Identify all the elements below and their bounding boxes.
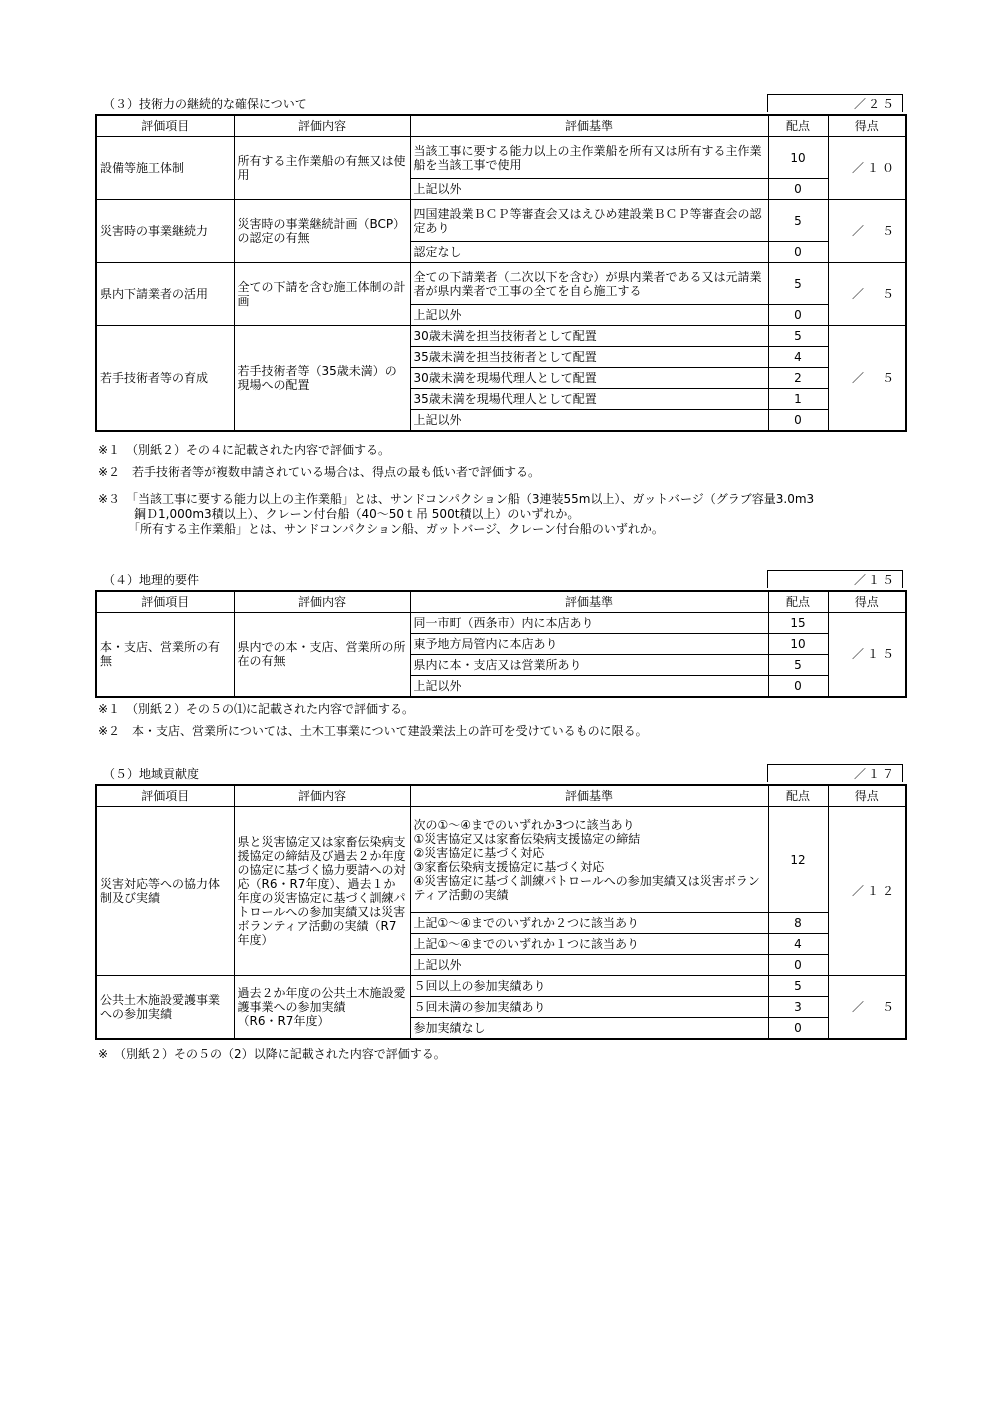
content-cell: 過去２か年度の公共土木施設愛護事業への参加実績 （R6・R7年度） xyxy=(234,976,410,1039)
section-5-total: ／１７ xyxy=(767,764,903,782)
criteria-cell: 上記以外 xyxy=(410,955,768,976)
header-score: 得点 xyxy=(828,785,906,807)
points-cell: 5 xyxy=(768,326,828,347)
section-3 xyxy=(95,94,905,432)
header-content: 評価内容 xyxy=(234,785,410,807)
header-criteria: 評価基準 xyxy=(410,591,768,613)
item-cell: 設備等施工体制 xyxy=(96,137,234,200)
criteria-cell: 30歳未満を担当技術者として配置 xyxy=(410,326,768,347)
header-score: 得点 xyxy=(828,591,906,613)
points-cell: 0 xyxy=(768,305,828,326)
points-cell: 8 xyxy=(768,913,828,934)
criteria-cell: 東予地方局管内に本店あり xyxy=(410,634,768,655)
points-cell: 0 xyxy=(768,676,828,697)
points-cell: 0 xyxy=(768,955,828,976)
header-points: 配点 xyxy=(768,591,828,613)
item-cell: 災害時の事業継続力 xyxy=(96,200,234,263)
score-cell: ／１５ xyxy=(828,613,906,697)
points-cell: 0 xyxy=(768,242,828,263)
header-points: 配点 xyxy=(768,115,828,137)
criteria-cell: 全ての下請業者（二次以下を含む）が県内業者である又は元請業者が県内業者で工事の全てを自ら施工する xyxy=(410,263,768,305)
section-3-table xyxy=(95,114,907,432)
criteria-cell: 県内に本・支店又は営業所あり xyxy=(410,655,768,676)
criteria-cell: 上記以外 xyxy=(410,179,768,200)
criteria-cell: 参加実績なし xyxy=(410,1018,768,1039)
section-5 xyxy=(95,764,905,1040)
section-4-title: （４）地理的要件 xyxy=(103,573,200,587)
section-4-note-1: ※１ （別紙２）その５の⑴に記載された内容で評価する。 xyxy=(98,702,415,716)
points-cell: 0 xyxy=(768,179,828,200)
content-cell: 県と災害協定又は家畜伝染病支援協定の締結及び過去２か年度の協定に基づく協力要請への対応（R6・R7年度）、過去１か年度の災害協定に基づく訓練パトロールへの参加実績又は災害ボランティア活動の実績（R7年度） xyxy=(234,807,410,976)
section-4 xyxy=(95,570,905,698)
header-criteria: 評価基準 xyxy=(410,785,768,807)
criteria-cell: 次の①～④までのいずれか3つに該当あり ①災害協定又は家畜伝染病支援協定の締結 ②災害協定に基づく対応 ③家畜伝染病支援協定に基づく対応 ④災害協定に基づく訓練パトロールへの参加実績又は災害ボランティア活動の実績 xyxy=(410,807,768,913)
points-cell: 12 xyxy=(768,807,828,913)
points-cell: 0 xyxy=(768,410,828,431)
item-cell: 災害対応等への協力体制及び実績 xyxy=(96,807,234,976)
header-points: 配点 xyxy=(768,785,828,807)
criteria-cell: 上記①～④までのいずれか２つに該当あり xyxy=(410,913,768,934)
header-criteria: 評価基準 xyxy=(410,115,768,137)
criteria-cell: 上記①～④までのいずれか１つに該当あり xyxy=(410,934,768,955)
points-cell: 15 xyxy=(768,613,828,634)
item-cell: 公共土木施設愛護事業への参加実績 xyxy=(96,976,234,1039)
score-cell: ／１０ xyxy=(828,137,906,200)
header-item: 評価項目 xyxy=(96,115,234,137)
item-cell: 本・支店、営業所の有無 xyxy=(96,613,234,697)
criteria-cell: 四国建設業ＢＣＰ等審査会又はえひめ建設業ＢＣＰ等審査会の認定あり xyxy=(410,200,768,242)
points-cell: 5 xyxy=(768,200,828,242)
section-4-total: ／１５ xyxy=(767,570,903,588)
content-cell: 全ての下請を含む施工体制の計画 xyxy=(234,263,410,326)
criteria-cell: 当該工事に要する能力以上の主作業船を所有又は所有する主作業船を当該工事で使用 xyxy=(410,137,768,179)
section-3-note-2: ※２ 若手技術者等が複数申請されている場合は、得点の最も低い者で評価する。 xyxy=(98,465,541,479)
score-cell: ／ ５ xyxy=(828,263,906,326)
points-cell: 1 xyxy=(768,389,828,410)
points-cell: 4 xyxy=(768,934,828,955)
section-4-table xyxy=(95,590,907,698)
score-cell: ／ ５ xyxy=(828,200,906,263)
content-cell: 災害時の事業継続計画（BCP）の認定の有無 xyxy=(234,200,410,263)
header-score: 得点 xyxy=(828,115,906,137)
points-cell: 10 xyxy=(768,634,828,655)
section-5-title: （５）地域貢献度 xyxy=(103,767,200,781)
section-3-note-3: ※３ 「当該工事に要する能力以上の主作業船」とは、サンドコンパクション船（3連装55m以上）、ガットバージ（グラブ容量3.0m3 鋼Ｄ1,000m3積以上）、クレーン付台船（40～50ｔ吊 500t積以上）のいずれか。 「所有する主作業船」とは、サンドコンパクション船、ガットバージ、クレーン付台船のいずれか。 xyxy=(98,492,815,536)
points-cell: 0 xyxy=(768,1018,828,1039)
criteria-cell: 同一市町（西条市）内に本店あり xyxy=(410,613,768,634)
criteria-cell: 上記以外 xyxy=(410,676,768,697)
section-3-note-1: ※１ （別紙２）その４に記載された内容で評価する。 xyxy=(98,443,391,457)
header-content: 評価内容 xyxy=(234,591,410,613)
header-item: 評価項目 xyxy=(96,785,234,807)
points-cell: 5 xyxy=(768,263,828,305)
section-5-note-1: ※ （別紙２）その５の（2）以降に記載された内容で評価する。 xyxy=(98,1047,446,1061)
points-cell: 5 xyxy=(768,655,828,676)
content-cell: 若手技術者等（35歳未満）の現場への配置 xyxy=(234,326,410,431)
content-cell: 所有する主作業船の有無又は使用 xyxy=(234,137,410,200)
criteria-cell: ５回未満の参加実績あり xyxy=(410,997,768,1018)
points-cell: 10 xyxy=(768,137,828,179)
section-4-note-2: ※２ 本・支店、営業所については、土木工事業について建設業法上の許可を受けているものに限る。 xyxy=(98,724,648,738)
item-cell: 若手技術者等の育成 xyxy=(96,326,234,431)
item-cell: 県内下請業者の活用 xyxy=(96,263,234,326)
header-item: 評価項目 xyxy=(96,591,234,613)
criteria-cell: 30歳未満を現場代理人として配置 xyxy=(410,368,768,389)
points-cell: 4 xyxy=(768,347,828,368)
score-cell: ／ ５ xyxy=(828,976,906,1039)
criteria-cell: 35歳未満を現場代理人として配置 xyxy=(410,389,768,410)
section-5-table xyxy=(95,784,907,1040)
header-content: 評価内容 xyxy=(234,115,410,137)
criteria-cell: 認定なし xyxy=(410,242,768,263)
criteria-cell: 上記以外 xyxy=(410,305,768,326)
points-cell: 2 xyxy=(768,368,828,389)
score-cell: ／ ５ xyxy=(828,326,906,431)
section-3-total: ／２５ xyxy=(767,94,903,112)
points-cell: 3 xyxy=(768,997,828,1018)
section-3-title: （３）技術力の継続的な確保について xyxy=(103,97,307,111)
criteria-cell: 35歳未満を担当技術者として配置 xyxy=(410,347,768,368)
content-cell: 県内での本・支店、営業所の所在の有無 xyxy=(234,613,410,697)
criteria-cell: 上記以外 xyxy=(410,410,768,431)
criteria-cell: ５回以上の参加実績あり xyxy=(410,976,768,997)
score-cell: ／１２ xyxy=(828,807,906,976)
points-cell: 5 xyxy=(768,976,828,997)
